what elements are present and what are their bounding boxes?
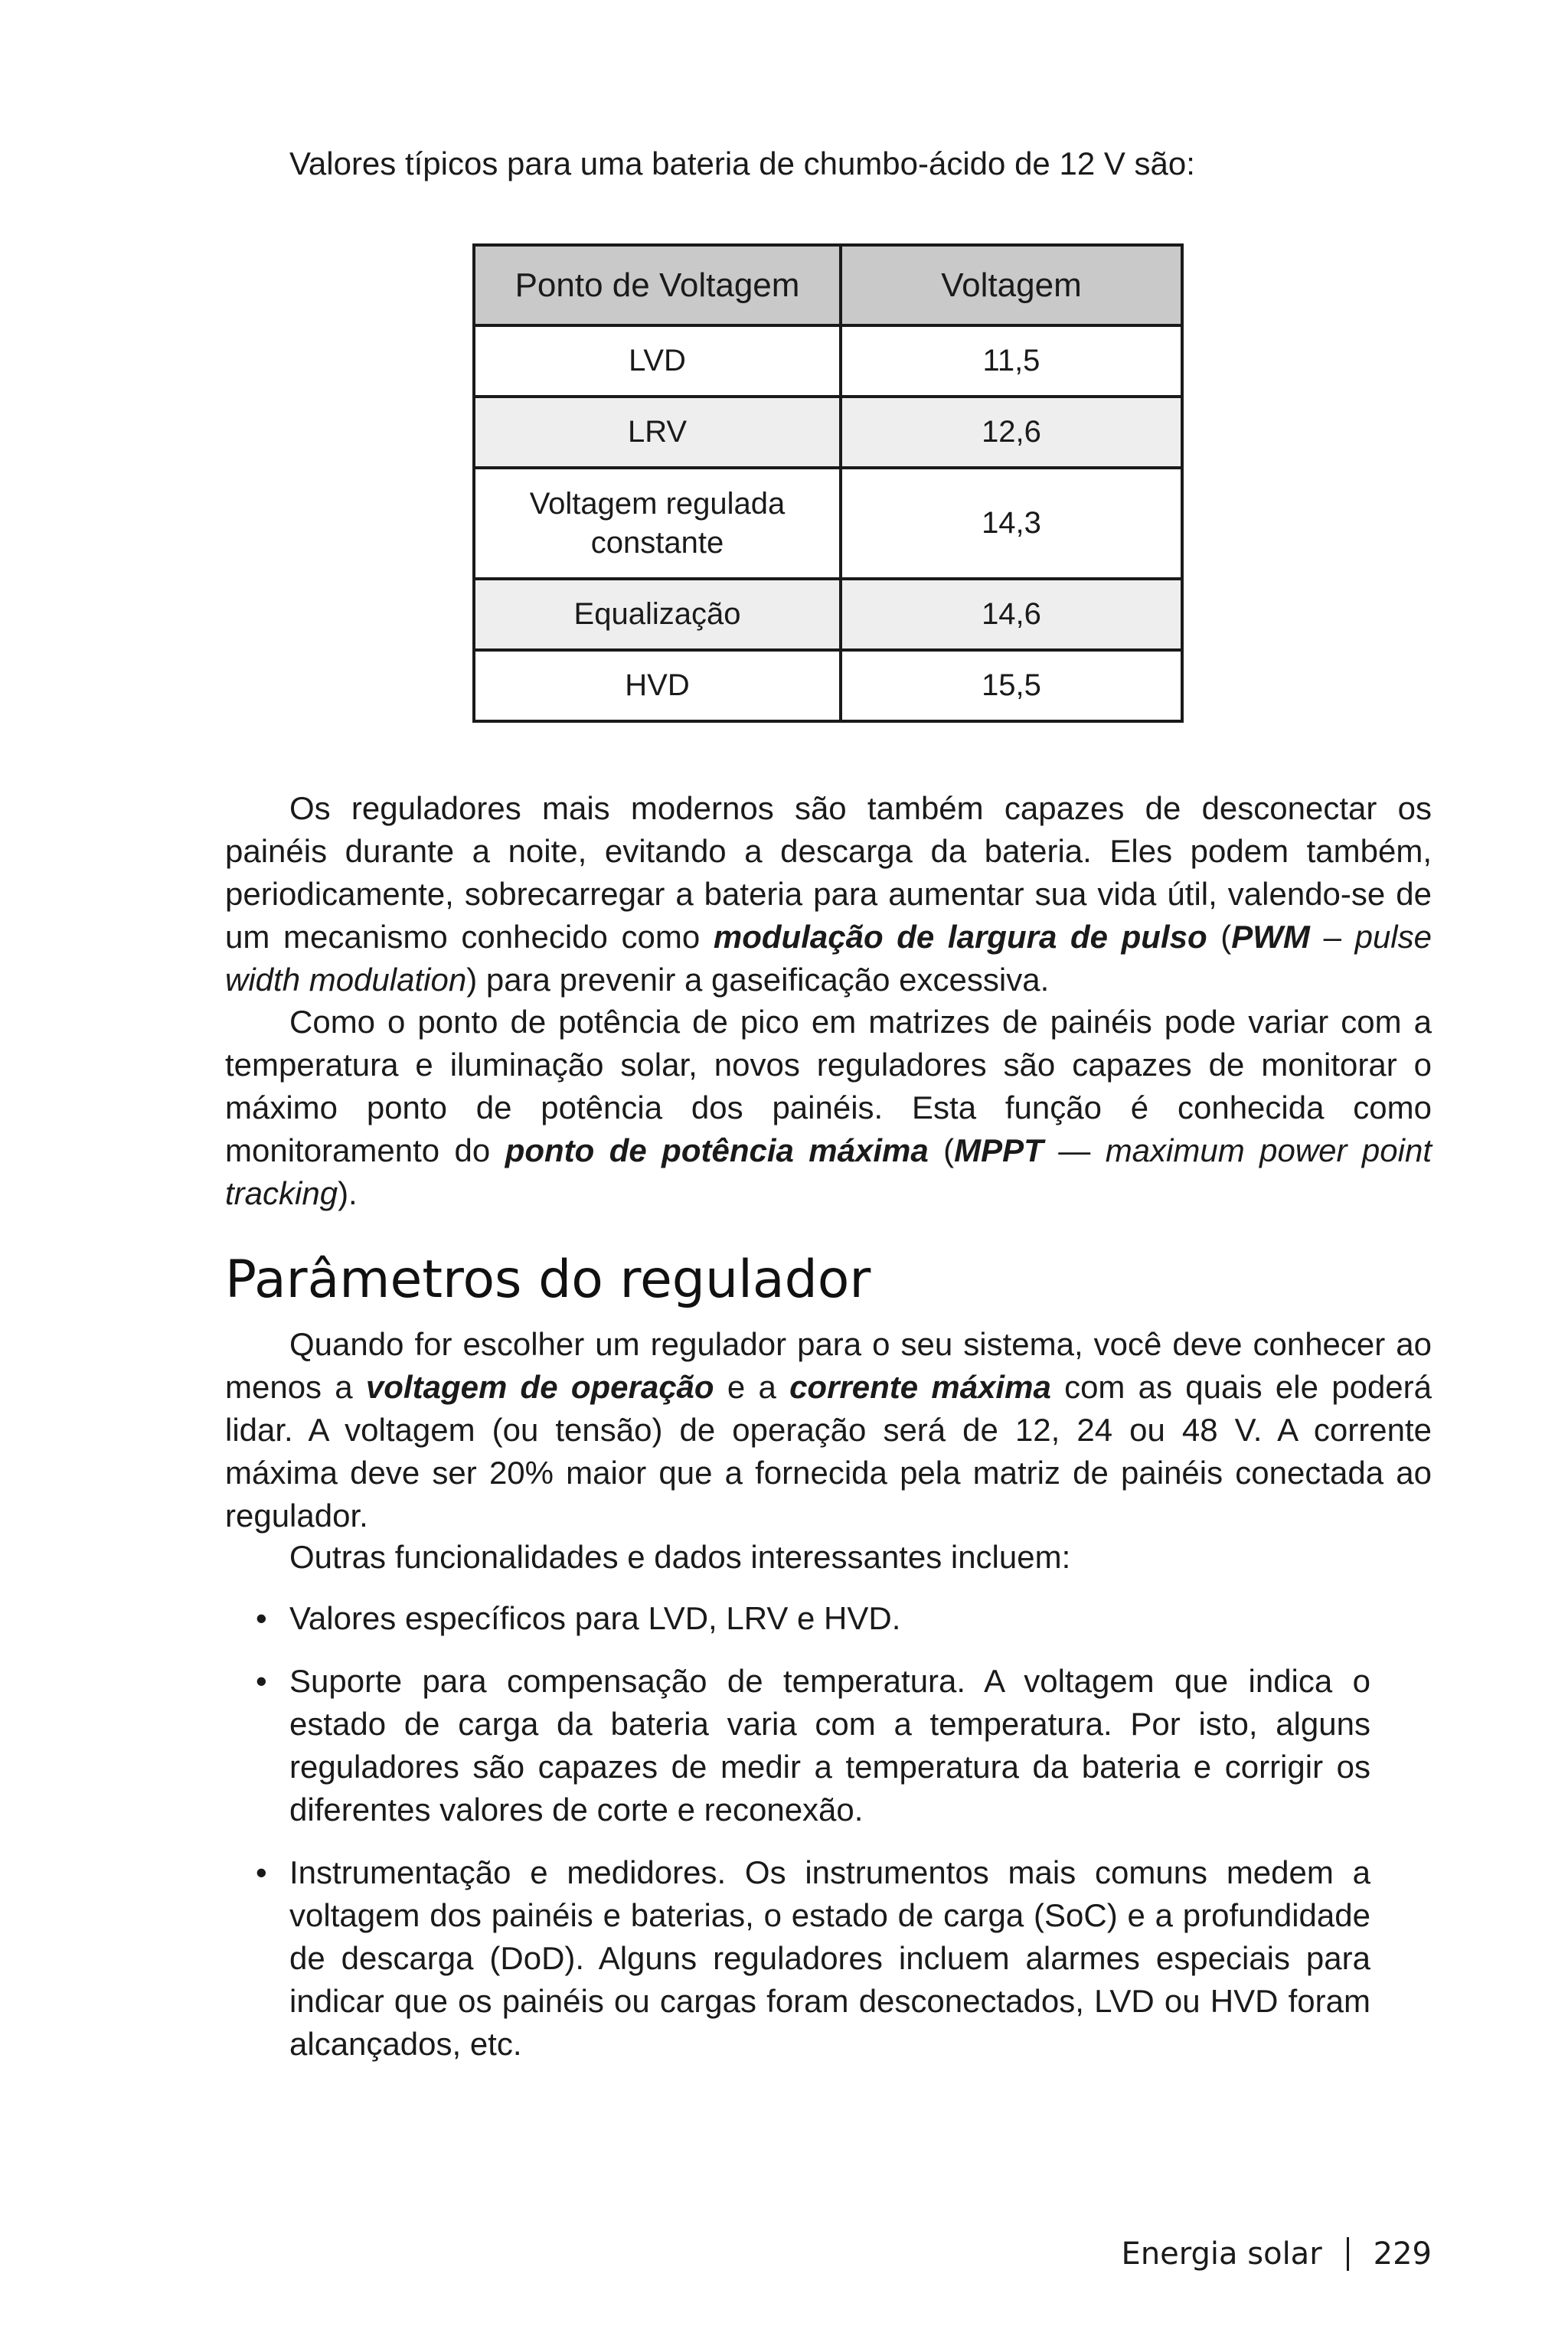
intro-text: Valores típicos para uma bateria de chumbo-ácido de 12 V são:	[289, 145, 1195, 181]
row-label-regulated: Voltagem regulada constante	[474, 468, 841, 579]
term-max-current: corrente máxima	[789, 1369, 1051, 1405]
row-value-lvd: 11,5	[841, 325, 1182, 397]
paragraph-text: e a	[714, 1369, 790, 1405]
acronym-mppt: MPPT	[954, 1132, 1044, 1168]
list-item-text: Suporte para compensação de temperatura. A voltagem que indica o estado de carga da bateria varia com a temperatura. Por isto, alguns reguladores são capazes de medir a temperatura da bateria e corrigir os diferentes valores de corte e reconexão.	[289, 1663, 1370, 1828]
paragraph-text: (	[928, 1132, 955, 1168]
list-item	[225, 1660, 1370, 1831]
table-row	[474, 579, 1182, 650]
paragraph-other-features: Outras funcionalidades e dados interessantes incluem:	[289, 1539, 1071, 1575]
page-footer	[1122, 2233, 1432, 2275]
paragraph-text: Como o ponto de potência de pico em matrizes de painéis pode variar com a temperatura e iluminação solar, novos reguladores são capazes de monitorar o máximo ponto de potência dos painéis. Esta função é conhecida como monitoramento do	[225, 1004, 1432, 1168]
row-value-equalization: 14,6	[841, 579, 1182, 650]
term-pwm-english: pulse width modulation	[225, 919, 1432, 998]
table-row	[474, 650, 1182, 721]
paragraph-mppt	[225, 1001, 1432, 1215]
row-label-hvd: HVD	[474, 650, 841, 721]
paragraph-text: Quando for escolher um regulador para o seu sistema, você deve conhecer ao menos a	[225, 1326, 1432, 1405]
row-label-equalization: Equalização	[474, 579, 841, 650]
paragraph-text: —	[1043, 1132, 1106, 1168]
voltage-table	[472, 243, 1184, 723]
page-number: 229	[1373, 2236, 1432, 2272]
row-label-lrv: LRV	[474, 397, 841, 468]
term-mppt-english: maximum power point tracking	[225, 1132, 1432, 1211]
list-item-text: Instrumentação e medidores. Os instrumentos mais comuns medem a voltagem dos painéis e baterias, o estado de carga (SoC) e a profundidade de descarga (DoD). Alguns reguladores incluem alarmes especiais para indicar que os painéis ou cargas foram desconectados, LVD ou HVD foram alcançados, etc.	[289, 1854, 1370, 2062]
bullet-icon: •	[256, 1854, 267, 1890]
footer-divider	[1347, 2237, 1349, 2271]
term-mppt: ponto de potência máxima	[505, 1132, 929, 1168]
paragraph-pwm	[225, 787, 1432, 1001]
row-label-lvd: LVD	[474, 325, 841, 397]
acronym-pwm: PWM	[1231, 919, 1310, 955]
section-heading: Parâmetros do regulador	[225, 1250, 871, 1310]
table-row	[474, 468, 1182, 579]
row-value-regulated: 14,3	[841, 468, 1182, 579]
column-header-voltage: Voltagem	[841, 245, 1182, 325]
list-item	[225, 1851, 1370, 2066]
paragraph-text: ).	[338, 1175, 358, 1211]
bullet-icon: •	[256, 1663, 267, 1699]
paragraph-regulator-choice	[225, 1323, 1432, 1537]
row-value-lrv: 12,6	[841, 397, 1182, 468]
paragraph-text: (	[1207, 919, 1232, 955]
table-header-row	[474, 245, 1182, 325]
row-value-hvd: 15,5	[841, 650, 1182, 721]
features-list	[225, 1597, 1370, 2086]
list-item	[225, 1597, 1370, 1640]
paragraph-text: ) para prevenir a gaseificação excessiva.	[466, 962, 1050, 998]
term-pwm: modulação de largura de pulso	[713, 919, 1207, 955]
column-header-voltage-point: Ponto de Voltagem	[474, 245, 841, 325]
table-row	[474, 325, 1182, 397]
bullet-icon: •	[256, 1600, 267, 1636]
paragraph-text: –	[1309, 919, 1355, 955]
table-row	[474, 397, 1182, 468]
chapter-title: Energia solar	[1121, 2236, 1322, 2272]
paragraph-text: Os reguladores mais modernos são também capazes de desconectar os painéis durante a noite, evitando a descarga da bateria. Eles podem também, periodicamente, sobrecarregar a bateria para aumentar sua vida útil, valendo-se de um mecanismo conhecido como	[225, 790, 1432, 955]
term-operating-voltage: voltagem de operação	[365, 1369, 714, 1405]
paragraph-text: com as quais ele poderá lidar. A voltagem (ou tensão) de operação será de 12, 24 ou 48 V. A corrente máxima deve ser 20% maior que a fornecida pela matriz de painéis conectada ao regulador.	[225, 1369, 1432, 1534]
list-item-text: Valores específicos para LVD, LRV e HVD.	[289, 1600, 901, 1636]
